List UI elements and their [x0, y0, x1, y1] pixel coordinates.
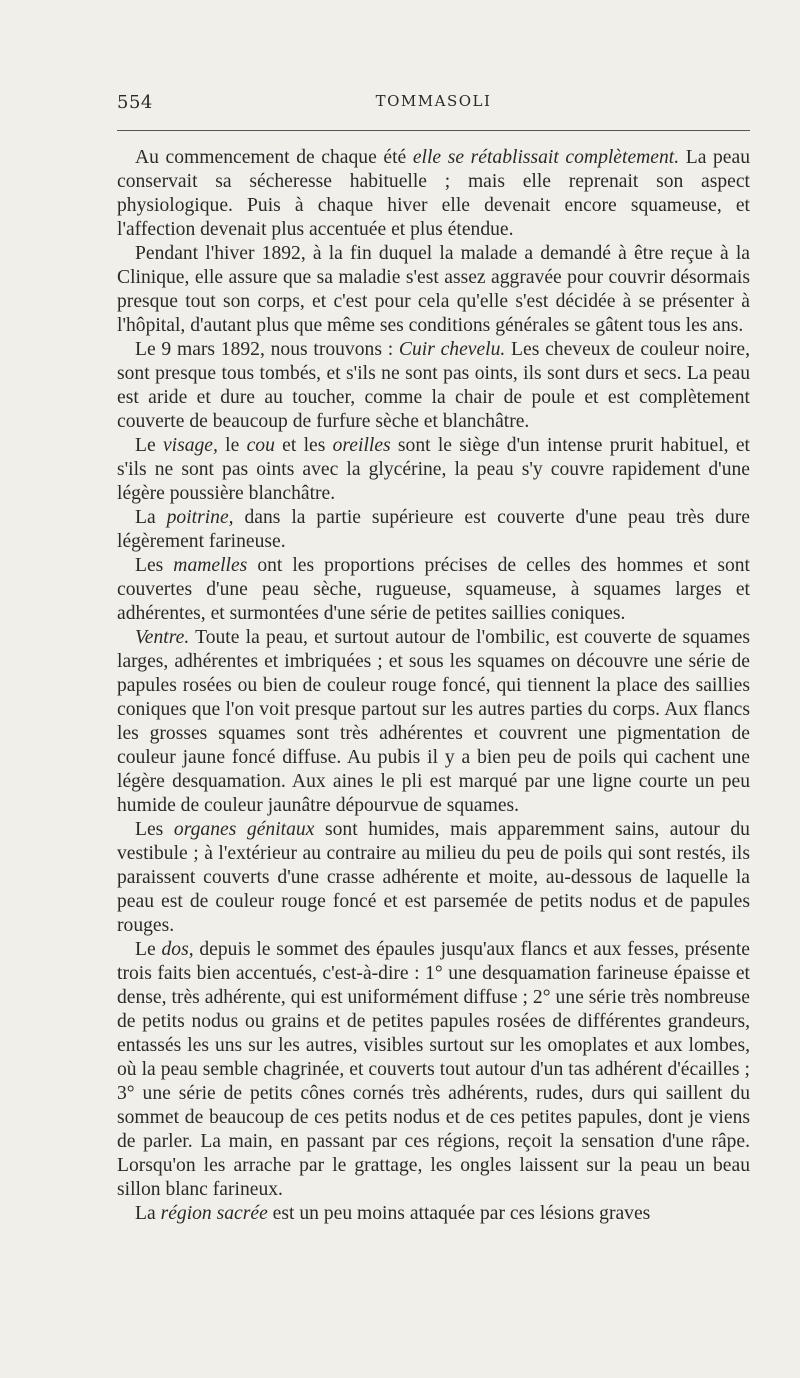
paragraph: Au commencement de chaque été elle se rétablissait complètement. La peau conservait sa sécheresse habituelle ; mais elle reprenait son aspect physiologique. Puis à chaque hiver elle devenait encore squameuse, et l'affection devenait plus accentuée et plus étendue. — [117, 147, 751, 240]
page-number: 554 — [117, 92, 153, 113]
paragraph: Le 9 mars 1892, nous trouvons : Cuir chevelu. Les cheveux de couleur noire, sont presque tous tombés, et s'ils ne sont pas oints, ils sont durs et secs. La peau est aride et dure au toucher, comme la chair de poule et est complètement couverte de beaucoup de furfure sèche et blanchâtre. — [117, 339, 750, 432]
paragraph: Les mamelles ont les proportions précises de celles des hommes et sont couvertes d'une peau sèche, rugueuse, squameuse, à squames larges et adhérentes, et surmontées d'une série de petites saillies coniques. — [117, 555, 750, 624]
running-title: TOMMASOLI — [375, 92, 492, 110]
paragraph: Les organes génitaux sont humides, mais apparemment sains, autour du vestibule ; à l'extérieur au contraire au milieu du peu de poils qui sont restés, ils paraissent couverts d'une crasse adhérente et moite, au-dessous de laquelle la peau est de couleur rouge foncé et est parsemée de petits nodus et de papules rouges. — [117, 819, 750, 936]
paragraph: Le visage, le cou et les oreilles sont le siège d'un intense prurit habituel, et s'ils ne sont pas oints avec la glycérine, la peau s'y couvre rapidement d'une légère poussière blanchâtre. — [117, 435, 750, 504]
paragraph: La région sacrée est un peu moins attaquée par ces lésions graves — [135, 1203, 651, 1224]
page-header — [117, 92, 750, 116]
header-rule — [117, 130, 750, 131]
body-text — [117, 146, 750, 1226]
paragraph: Pendant l'hiver 1892, à la fin duquel la malade a demandé à être reçue à la Clinique, elle assure que sa maladie s'est assez aggravée pour couvrir désormais presque tout son corps, et c'est pour cela qu'elle s'est décidée à se présenter à l'hôpital, d'autant plus que même ses conditions générales se gâtent tous les ans. — [117, 243, 750, 336]
paragraph: Le dos, depuis le sommet des épaules jusqu'aux flancs et aux fesses, présente trois faits bien accentués, c'est-à-dire : 1° une desquamation farineuse épaisse et dense, très adhérente, qui est uniformément diffuse ; 2° une série très nombreuse de petits nodus ou grains et de petites papules rosées de différentes grandeurs, entassés les uns sur les autres, visibles surtout sur les omoplates et aux lombes, où la peau semble chagrinée, et couverts tout autour d'un tas adhérent d'écailles ; 3° une série de petits cônes cornés très adhérents, rudes, durs qui saillent du sommet de beaucoup de ces petits nodus et de ces petites papules, dont je viens de parler. La main, en passant par ces régions, reçoit la sensation d'une râpe. Lorsqu'on les arrache par le grattage, les ongles laissent sur la peau un beau sillon blanc farineux. — [117, 939, 750, 1200]
paragraph: La poitrine, dans la partie supérieure est couverte d'une peau très dure légèrement farineuse. — [117, 507, 750, 552]
paragraph: Ventre. Toute la peau, et surtout autour de l'ombilic, est couverte de squames larges, adhérentes et imbriquées ; et sous les squames on découvre une série de papules rosées ou bien de couleur rouge foncé, qui tiennent la place des saillies coniques que l'on voit presque partout sur les autres parties du corps. Aux flancs les grosses squames sont très adhérentes et couvrent une pigmentation de couleur jaune foncé diffuse. Au pubis il y a bien peu de poils qui cachent une légère desquamation. Aux aines le pli est marqué par une ligne courte un peu humide de couleur jaunâtre dépourvue de squames. — [117, 627, 750, 816]
